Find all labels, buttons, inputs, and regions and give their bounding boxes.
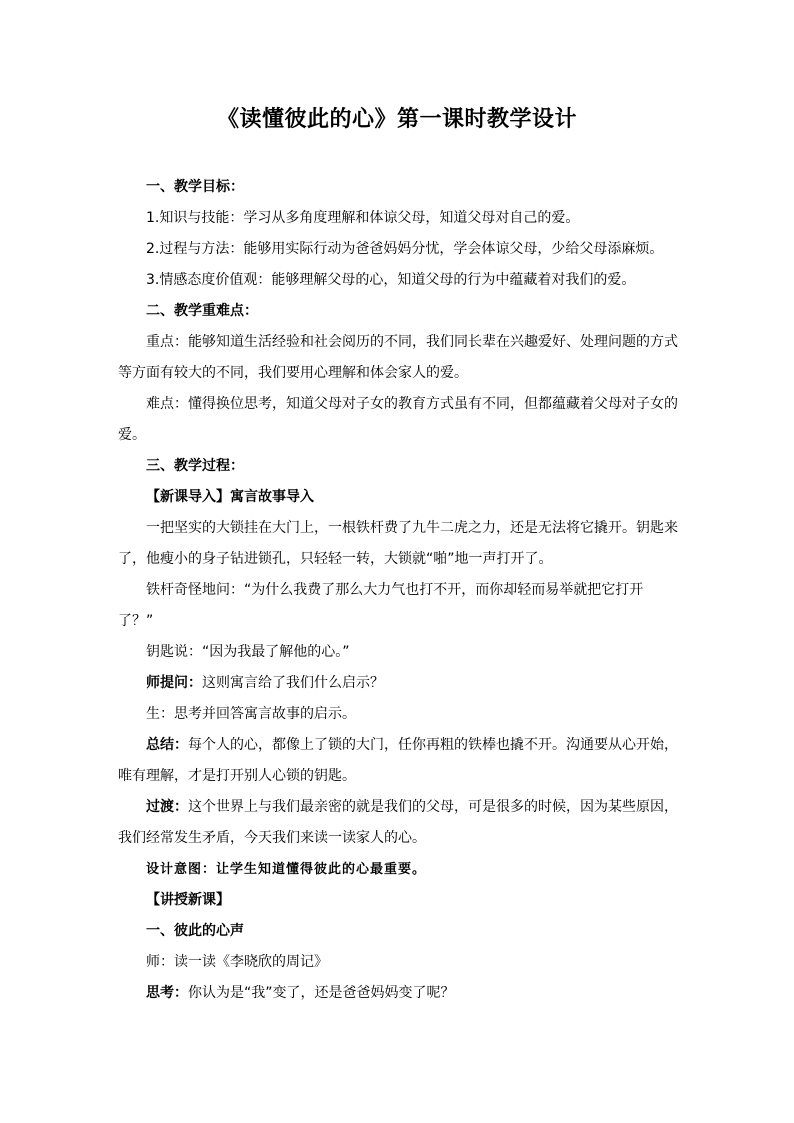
transition-paragraph [118,792,678,854]
goal-item-1: 1.知识与技能：学习从多角度理解和体谅父母，知道父母对自己的爱。 [146,210,580,226]
think-label: 思考： [146,985,188,1001]
think-text: 你认为是“我”变了，还是爸爸妈妈变了呢？ [188,985,455,1001]
student-response: 生：思考并回答寓言故事的启示。 [146,706,356,722]
document-title: 《读懂彼此的心》第一课时教学设计 [216,106,577,132]
goal-item-3: 3.情感态度价值观：能够理解父母的心，知道父母的行为中蕴藏着对我们的爱。 [146,272,636,288]
transition-text: 这个世界上与我们最亲密的就是我们的父母，可是很多的时候，因为某些原因，我们经常发生矛盾，今天我们来读一读家人的心。 [118,799,678,846]
teacher-reading: 师：读一读《李晓欣的周记》 [146,954,328,970]
think-paragraph [118,978,678,1009]
section-heading-goals: 一、教学目标： [146,179,244,195]
section-heading-key-points: 二、教学重难点： [146,303,258,319]
summary-paragraph [118,730,678,792]
summary-text: 每个人的心，都像上了锁的大门，任你再粗的铁棒也撬不开。沟通要从心开始，唯有理解，才是打开别人心锁的钥匙。 [118,737,678,784]
teacher-question-label: 师提问： [146,675,202,691]
difficulty-paragraph: 难点：懂得换位思考，知道父母对子女的教育方式虽有不同，但都蕴藏着父母对子女的爱。 [118,396,678,443]
story-paragraph-1: 一把坚实的大锁挂在大门上，一根铁杆费了九牛二虎之力，还是无法将它撬开。钥匙来了，他瘦小的身子钻进锁孔，只轻轻一转，大锁就“啪”地一声打开了。 [118,520,678,567]
summary-label: 总结： [146,737,188,753]
new-lesson-heading: 【讲授新课】 [146,892,230,908]
design-intent: 设计意图：让学生知道懂得彼此的心最重要。 [146,862,427,877]
teacher-question-text: 这则寓言给了我们什么启示？ [202,675,384,691]
focus-paragraph: 重点：能够知道生活经验和社会阅历的不同，我们同长辈在兴趣爱好、处理问题的方式等方面有较大的不同，我们要用心理解和体会家人的爱。 [118,334,678,381]
intro-heading: 【新课导入】寓言故事导入 [146,489,314,505]
section-heading-process: 三、教学过程： [146,458,244,474]
story-paragraph-2: 铁杆奇怪地问：“为什么我费了那么大力气也打不开，而你却轻而易举就把它打开了？” [118,582,644,629]
document-body [118,172,678,1009]
sub-heading-hearts: 一、彼此的心声 [146,923,244,939]
goal-item-2: 2.过程与方法：能够用实际行动为爸爸妈妈分忧，学会体谅父母，少给父母添麻烦。 [146,241,664,257]
story-paragraph-3: 钥匙说：“因为我最了解他的心。” [146,644,350,660]
transition-label: 过渡： [146,799,188,815]
teacher-question [118,668,678,699]
